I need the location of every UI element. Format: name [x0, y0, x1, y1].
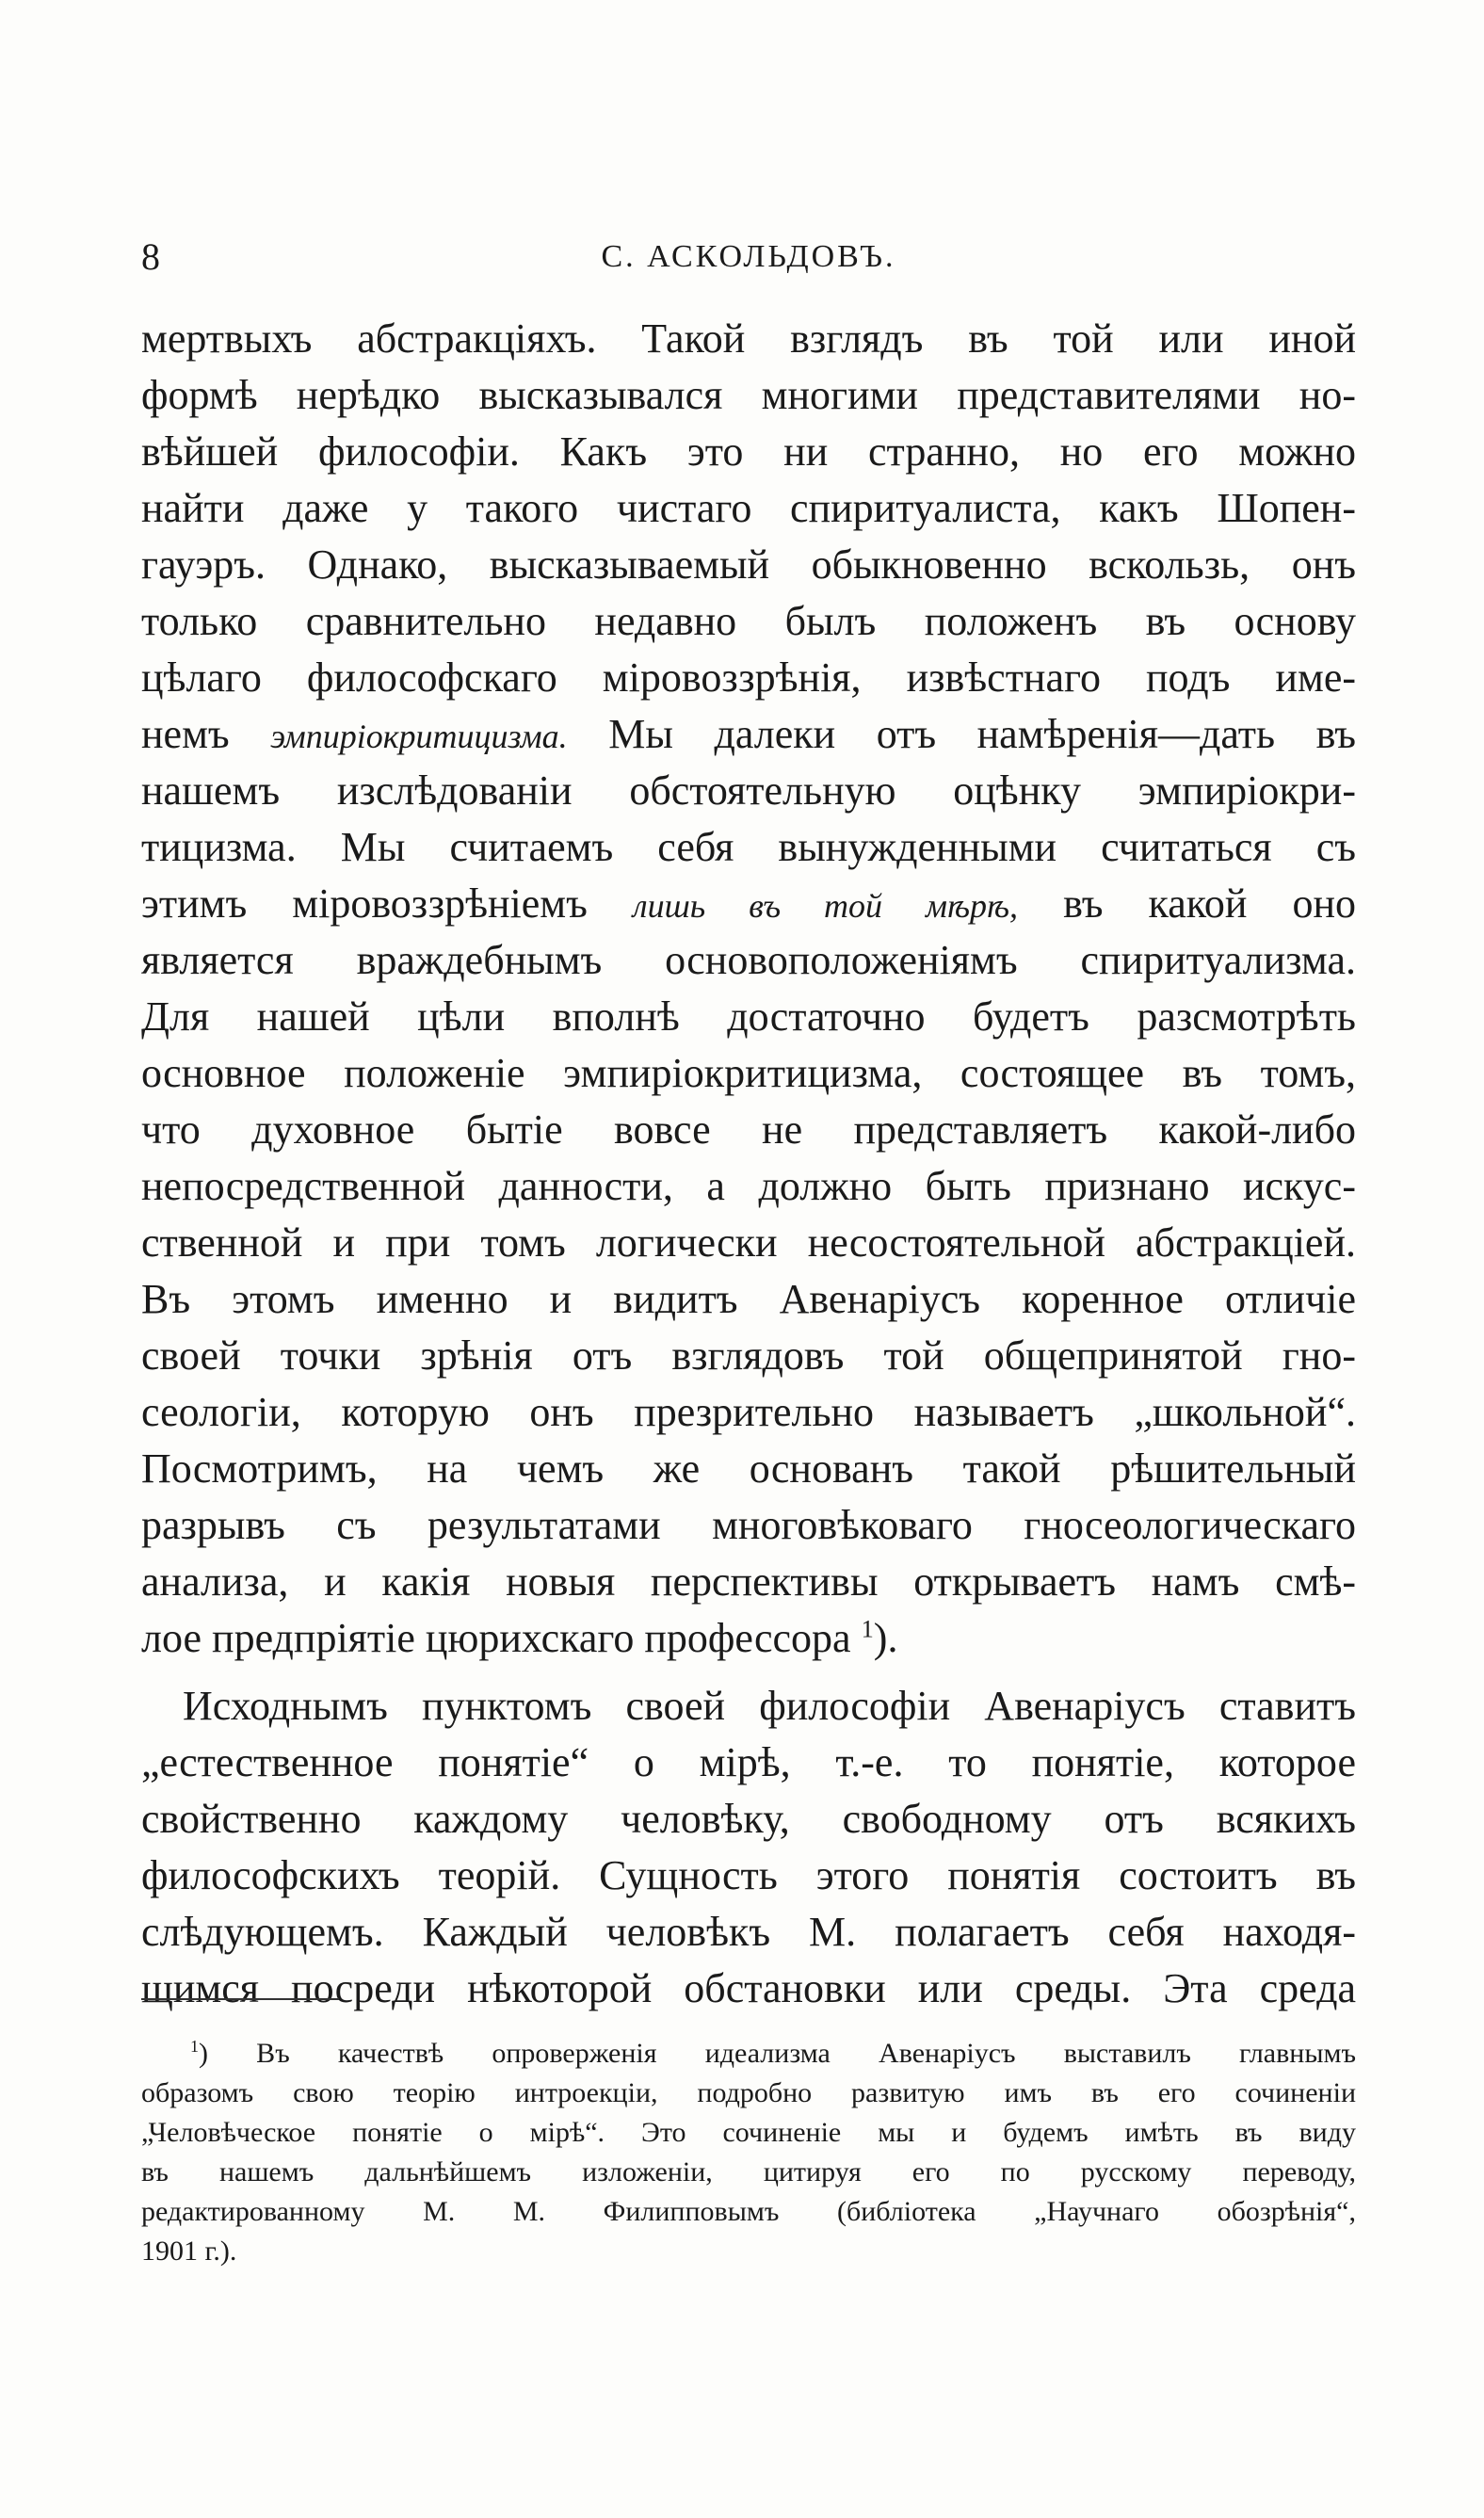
footnote-line — [141, 2034, 1356, 2074]
text-segment: Мы далеки отъ намѣренія—дать въ — [608, 711, 1356, 757]
text-line: философскихъ теорій. Сущность этого понятія состоитъ въ — [141, 1852, 1356, 1898]
text-line: вѣйшей философіи. Какъ это ни странно, но его можно — [141, 428, 1356, 475]
footnote-line: редактированному М. М. Филипповымъ (библіотека „Научнаго обозрѣнія“, — [141, 2196, 1356, 2227]
footnote-block — [141, 2034, 1356, 2271]
text-line: своей точки зрѣнія отъ взглядовъ той общепринятой гно- — [141, 1332, 1356, 1379]
text-segment: лое предпріятіе цюрихскаго профессора — [141, 1615, 851, 1661]
running-head — [141, 234, 1356, 281]
italic-phrase: лишь въ той мѣрѣ, — [632, 887, 1019, 925]
text-line: „естественное понятіе“ о мірѣ, т.-е. то понятіе, которое — [141, 1739, 1356, 1785]
footnote-line: образомъ свою теорію интроекціи, подробно развитую имъ въ его сочиненіи — [141, 2077, 1356, 2108]
text-line: мертвыхъ абстракціяхъ. Такой взглядъ въ той или иной — [141, 315, 1356, 362]
text-line: разрывъ съ результатами многовѣковаго гносеологическаго — [141, 1502, 1356, 1548]
text-line: щимся посреди нѣкоторой обстановки или среды. Эта среда — [141, 1965, 1356, 2011]
footnote-line: „Человѣческое понятіе о мірѣ“. Это сочиненіе мы и будемъ имѣть въ виду — [141, 2117, 1356, 2148]
body-text — [141, 311, 1356, 2017]
paragraph-gap — [141, 1667, 1356, 1678]
footnote-divider — [141, 1998, 339, 2000]
text-line: Для нашей цѣли вполнѣ достаточно будетъ разсмотрѣть — [141, 993, 1356, 1040]
text-line: нашемъ изслѣдованіи обстоятельную оцѣнку эмпиріокри- — [141, 767, 1356, 814]
text-line: формѣ нерѣдко высказывался многими представителями но- — [141, 372, 1356, 418]
running-title: С. АСКОЛЬДОВЪ. — [601, 239, 896, 274]
text-segment: въ какой оно — [1063, 880, 1356, 927]
footnote-reference[interactable]: 1 — [861, 1614, 874, 1643]
text-segment: ). — [873, 1615, 898, 1661]
text-segment: этимъ міровоззрѣніемъ — [141, 880, 588, 927]
footnote-marker: 1 — [190, 2037, 199, 2056]
text-line: сеологіи, которую онъ презрительно называетъ „школьной“. — [141, 1389, 1356, 1435]
text-line: что духовное бытіе вовсе не представляетъ какой-либо — [141, 1106, 1356, 1153]
text-line: Посмотримъ, на чемъ же основанъ такой рѣшительный — [141, 1445, 1356, 1492]
text-line: основное положеніе эмпиріокритицизма, состоящее въ томъ, — [141, 1050, 1356, 1096]
text-line: является враждебнымъ основоположеніямъ спиритуализма. — [141, 937, 1356, 983]
text-line: Исходнымъ пунктомъ своей философіи Авенаріусъ ставитъ — [183, 1683, 1356, 1729]
text-line-with-italic — [141, 706, 1356, 763]
text-line-last — [141, 1610, 1356, 1667]
text-line: тицизма. Мы считаемъ себя вынужденными считаться съ — [141, 824, 1356, 870]
italic-term: эмпиріокритицизма. — [270, 718, 568, 755]
text-line: цѣлаго философскаго міровоззрѣнія, извѣстнаго подъ име- — [141, 654, 1356, 701]
text-line: гауэръ. Однако, высказываемый обыкновенно вскользь, онъ — [141, 541, 1356, 588]
text-line: свойственно каждому человѣку, свободному отъ всякихъ — [141, 1796, 1356, 1842]
text-segment: немъ — [141, 711, 230, 757]
footnote-text: ) Въ качествѣ опроверженія идеализма Авенаріусъ выставилъ главнымъ — [199, 2038, 1356, 2069]
text-line: анализа, и какія новыя перспективы открываетъ намъ смѣ- — [141, 1558, 1356, 1605]
text-line: Въ этомъ именно и видитъ Авенаріусъ коренное отличіе — [141, 1276, 1356, 1322]
text-line: непосредственной данности, а должно быть признано искус- — [141, 1163, 1356, 1209]
text-line: только сравнительно недавно былъ положенъ въ основу — [141, 598, 1356, 644]
text-line: ственной и при томъ логически несостоятельной абстракціей. — [141, 1219, 1356, 1266]
page-number: 8 — [141, 235, 160, 278]
footnote-line: въ нашемъ дальнѣйшемъ изложеніи, цитируя его по русскому переводу, — [141, 2156, 1356, 2187]
text-line: слѣдующемъ. Каждый человѣкъ М. полагаетъ себя находя- — [141, 1909, 1356, 1955]
text-line: найти даже у такого чистаго спиритуалиста, какъ Шопен- — [141, 485, 1356, 531]
footnote-line-last: 1901 г.). — [141, 2236, 237, 2267]
text-line-with-italic — [141, 876, 1356, 932]
